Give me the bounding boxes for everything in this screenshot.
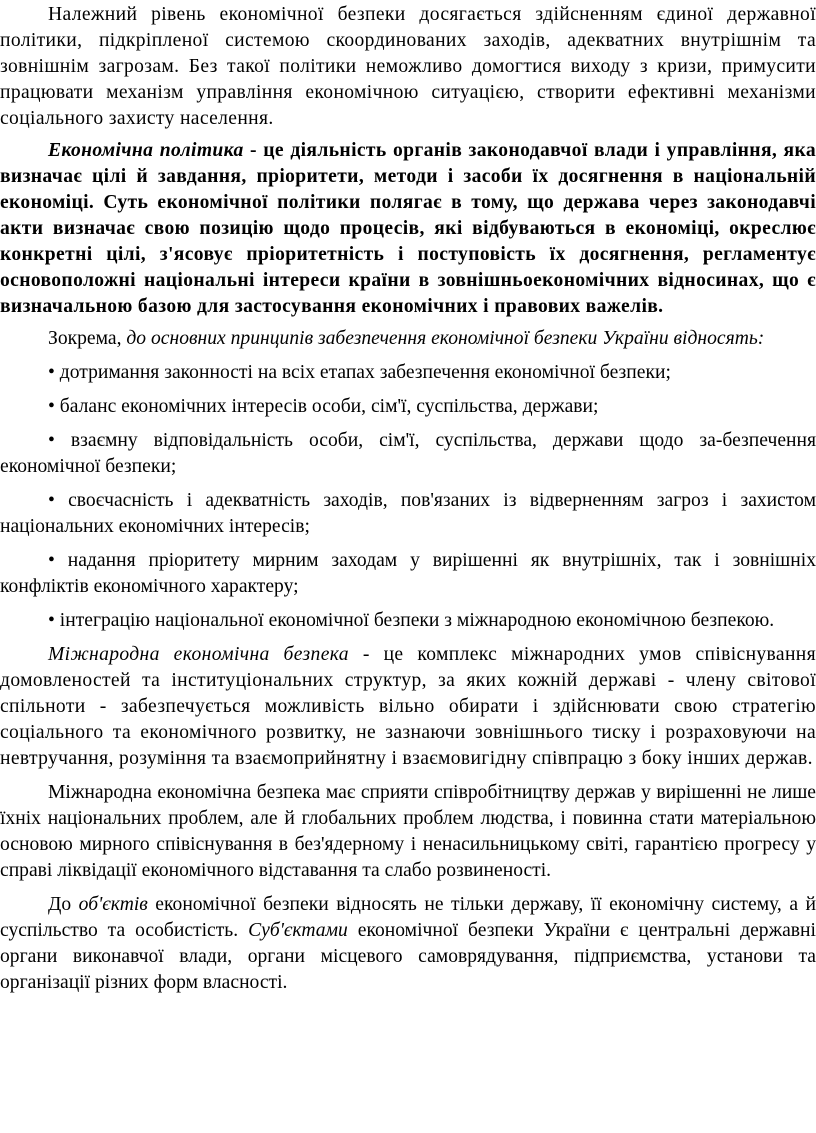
- bullet-marker: •: [48, 610, 55, 631]
- list-item: [0, 488, 816, 540]
- term-subjects: Суб'єктами: [248, 920, 348, 941]
- paragraph-economic-security-level: Належний рівень економічної безпеки досягається здійсненням єдиної державної політики, підкріпленої системою скоординованих заходів, адекватних внутрішнім та зовнішнім загрозам. Без такої політики неможливо домогтися виходу з кризи, примусити працювати механізм управління економічною ситуацією, створити ефективні механізми соціального захисту населення.: [0, 4, 816, 129]
- list-item-text: інтеграцію національної економічної безпеки з міжнародною економічною безпекою.: [59, 610, 775, 631]
- paragraph-international-cooperation: Міжнародна економічна безпека має сприяти співробітництву держав у вирішенні не лише їхніх національних проблем, але й глобальних проблем людства, і повинна стати матеріальною основою мирного співіснування в без'ядерному і ненасильницькому світі, гарантією прогресу у справі ліквідації економічного відставання та слабо розвиненості.: [0, 782, 816, 881]
- paragraph-principles-intro: [0, 326, 816, 352]
- term-economic-policy: Економічна політика: [48, 140, 244, 161]
- paragraph-economic-policy: [0, 138, 816, 320]
- principles-heading: до основних принципів забезпечення економічної безпеки України відносять:: [126, 328, 765, 349]
- bullet-marker: •: [48, 550, 55, 571]
- definition-international-security: - це комплекс міжнародних умов співіснування домовленостей та інституціональних структур, за яких кожній державі - члену світової спільноти - забезпечується можливість вільно обирати і здійснювати свою стратегію соціального та економічного розвитку, не зазнаючи зовнішнього тиску і розраховуючи на невтручання, розуміння та взаємоприйнятну і взаємовигідну співпрацю з боку інших держав.: [0, 644, 816, 769]
- list-item: [0, 608, 816, 634]
- objects-lead: До: [48, 894, 79, 915]
- list-item: [0, 548, 816, 600]
- list-item-text: баланс економічних інтересів особи, сім'ї, суспільства, держави;: [59, 396, 599, 417]
- subjects-text: економічної безпеки України є центральні державні органи виконавчої влади, органи місцевого самоврядування, підприємства, установи та організації різних форм власності.: [0, 920, 816, 993]
- principles-lead: Зокрема,: [48, 328, 127, 349]
- objects-text: економічної безпеки відносять не тільки державу, її економічну систему, а й суспільство та особистість.: [0, 894, 816, 941]
- bullet-marker: •: [48, 362, 55, 383]
- bullet-marker: •: [48, 396, 55, 417]
- paragraph-objects-subjects: [0, 892, 816, 996]
- bullet-marker: •: [48, 490, 55, 511]
- list-item: [0, 428, 816, 480]
- list-item: [0, 360, 816, 386]
- definition-economic-policy: - це діяльність органів законодавчої влади і управління, яка визначає цілі й завдання, пріоритети, методи і засоби їх досягнення в національній економіці. Суть економічної політики полягає в тому, що держава через законодавчі акти визначає свою позицію щодо процесів, які відбуваються в економіці, окреслює конкретні цілі, з'ясовує пріоритетність і поступовість їх досягнення, регламентує основоположні національні інтереси країни в зовнішньоекономічних відносинах, що є визначальною базою для застосування економічних і правових важелів.: [0, 140, 816, 317]
- term-objects: об'єктів: [78, 894, 148, 915]
- list-item-text: взаємну відповідальність особи, сім'ї, суспільства, держави щодо за-безпечення економічної безпеки;: [0, 430, 816, 477]
- term-international-security: Міжнародна економічна безпека: [48, 644, 349, 665]
- list-item-text: надання пріоритету мирним заходам у вирішенні як внутрішніх, так і зовнішніх конфліктів економічного характеру;: [0, 550, 816, 597]
- paragraph-international-security: [0, 642, 816, 772]
- list-item-text: своєчасність і адекватність заходів, пов'язаних із відверненням загроз і захистом національних економічних інтересів;: [0, 490, 816, 537]
- bullet-marker: •: [48, 430, 55, 451]
- list-item: [0, 394, 816, 420]
- list-item-text: дотримання законності на всіх етапах забезпечення економічної безпеки;: [59, 362, 671, 383]
